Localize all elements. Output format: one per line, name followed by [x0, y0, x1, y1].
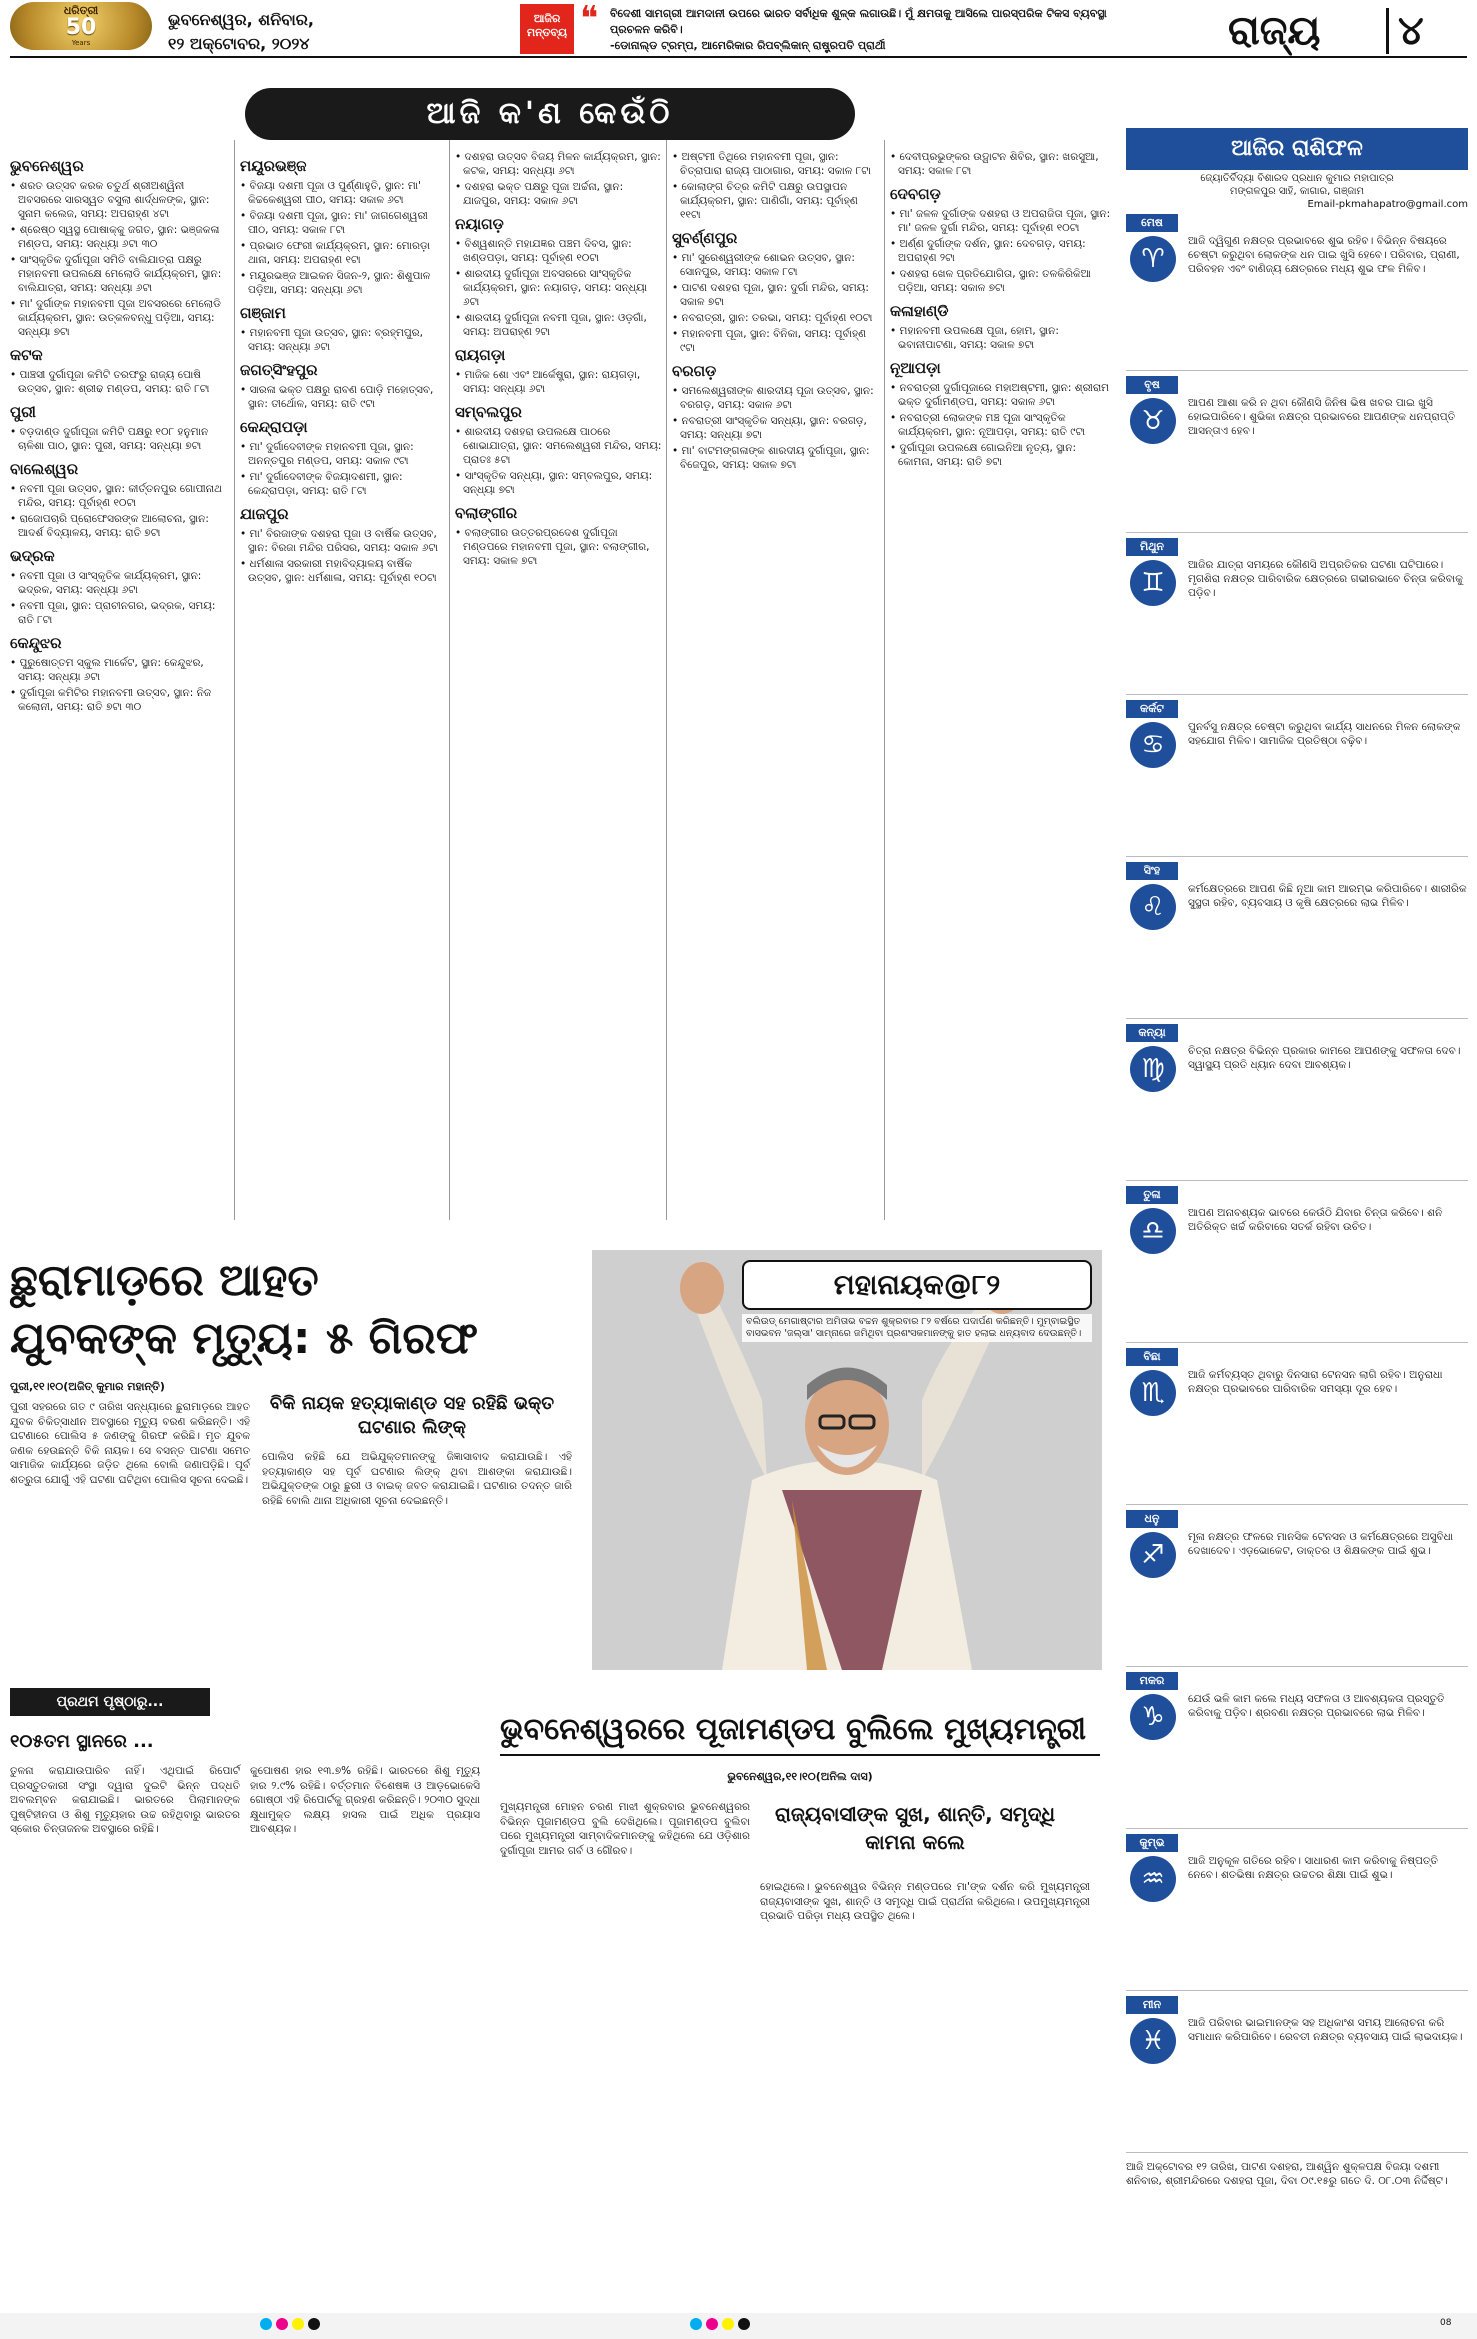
event-listing-item: • ଶାରଦୀୟ ଦଶହରା ଉପଲକ୍ଷେ ପାଠରେ ଶୋଭାଯାତ୍ରା, ସ୍ଥାନ: ସମଲେଶ୍ୱରୀ ମନ୍ଦିର, ସମୟ: ପ୍ରାତଃ ୫ଟା [455, 425, 662, 467]
sign-divider [1126, 1990, 1468, 1991]
sign-divider [1126, 694, 1468, 695]
libra-icon: ♎ [1130, 1208, 1176, 1254]
event-district-heading: ଦେବଗଡ଼ [890, 185, 941, 203]
event-listing-item: • ନବରାତ୍ରୀ, ସ୍ଥାନ: ତରଭା, ସମୟ: ପୂର୍ବାହ୍ଣ ୧୦ଟା [672, 311, 880, 325]
event-listing-item: • ଦଶହରା ଉତ୍ସବ ବିଜୟ ମିଳନ କାର୍ଯ୍ୟକ୍ରମ, ସ୍ଥାନ: କଟକ, ସମୟ: ସନ୍ଧ୍ୟା ୬ଟା [455, 150, 662, 178]
sign-label: କନ୍ୟା [1126, 1024, 1178, 1042]
event-listing-item: • ଦୁର୍ଗାପୂଜା ଉପଲକ୍ଷେ ଗୋଇନିଆ ନୃତ୍ୟ, ସ୍ଥାନ: କୋମନା, ସମୟ: ରାତି ୭ଟା [890, 441, 1112, 469]
event-district-heading: ଯାଜପୁର [240, 505, 289, 523]
sign-divider [1126, 1018, 1468, 1019]
registration-mark-magenta-2 [706, 2318, 718, 2330]
registration-mark-yellow-2 [722, 2318, 734, 2330]
photo-caption: ବଲିଉଡ୍ ମେଗାଷ୍ଟାର ଅମିତାଭ ବଚ୍ଚନ ଶୁକ୍ରବାର ୮୨ ବର୍ଷରେ ପଦାର୍ପଣ କରିଛନ୍ତି। ମୁମ୍ବାଇସ୍ଥିତ ବାସଭବନ 'ଜଲ୍ସା' ସାମ୍ନାରେ ଜମିଥିବା ପ୍ରଶଂସକମାନଙ୍କୁ ହାତ ହଲାଇ ଧନ୍ୟବାଦ ଦେଉଛନ୍ତି। [742, 1314, 1092, 1342]
column-rule [234, 140, 235, 1220]
event-listing-item: • ନବମୀ ପୂଜା, ସ୍ଥାନ: ପ୍ରାଚୀନଗର, ଭଦ୍ରକ, ସମୟ: ରାତି ୮ଟା [10, 599, 230, 627]
event-listing-item: • ବଲାଙ୍ଗୀର ଉତ୍ତରପ୍ରଦେଶ ଦୁର୍ଗାପୂଜା ମଣ୍ଡପରେ ମହାନବମୀ ପୂଜା, ସ୍ଥାନ: ବଲାଙ୍ଗୀର, ସମୟ: ସକାଳ ୭ଟା [455, 526, 662, 568]
event-listing-item: • ପାଟଣ ଦଶହରା ପୂଜା, ସ୍ଥାନ: ଦୁର୍ଗା ମନ୍ଦିର, ସମୟ: ସକାଳ ୭ଟା [672, 281, 880, 309]
event-listing-item: • ସାଂସ୍କୃତିକ ଦୁର୍ଗାପୂଜା ସମିତି ବାଲିଯାତ୍ରା ପକ୍ଷରୁ ମହାନବମୀ ଉପଲକ୍ଷେ ମେଲୋଡି କାର୍ଯ୍ୟକ୍ରମ, ସ୍ଥାନ: ବାଲିଯାତ୍ରା, ସମୟ: ସନ୍ଧ୍ୟା ୬ଟା [10, 253, 230, 295]
cm-story-col1: ମୁଖ୍ୟମନ୍ତ୍ରୀ ମୋହନ ଚରଣ ମାଝୀ ଶୁକ୍ରବାର ଭୁବନେଶ୍ୱରର ବିଭିନ୍ନ ପୂଜାମଣ୍ଡପ ବୁଲି ଦେଖିଥିଲେ। ପୂଜାମଣ୍ଡପ ବୁଲିବା ପରେ ମୁଖ୍ୟମନ୍ତ୍ରୀ ସାମ୍ବାଦିକମାନଙ୍କୁ କହିଥିଲେ ଯେ ଓଡ଼ିଶାର ଦୁର୍ଗାପୂଜା ଆମର ଗର୍ବ ଓ ଗୌରବ। [500, 1801, 750, 1857]
column-rule [449, 140, 450, 1220]
registration-mark-yellow [292, 2318, 304, 2330]
capricorn-icon: ♑ [1130, 1694, 1176, 1740]
event-district-heading: କେନ୍ଦୁଝର [10, 634, 62, 652]
event-listing-item: • ମା' ଜଳଳ ଦୁର୍ଗାଙ୍କ ଦଶହରା ଓ ଅପରାଜିତା ପୂଜା, ସ୍ଥାନ: ମା' ଜଳଳ ଦୁର୍ଗା ମନ୍ଦିର, ସମୟ: ପୂର୍ବାହ୍ଣ ୧୦ଟା [890, 207, 1112, 235]
event-listing-item: • ଶ୍ରେଷ୍ଠ ସ୍ୱସ୍ଥ ପୋଷାକ୍କୁ ଜଗତ, ସ୍ଥାନ: ଭଞ୍ଜକଳା ମଣ୍ଡପ, ସମୟ: ସନ୍ଧ୍ୟା ୬ଟା ୩୦ [10, 223, 230, 251]
sign-label: ବୃଷ [1126, 376, 1178, 394]
main-headline-line1: ଛୁରାମାଡ଼ରେ ଆହତ [10, 1255, 319, 1306]
event-district-heading: ପୁରୀ [10, 403, 36, 421]
event-listing-item: • ମା' ଦୁର୍ଗାଙ୍କ ମହାନବମୀ ପୂଜା ଅବସରରେ ମେଲୋଡି କାର୍ଯ୍ୟକ୍ରମ, ସ୍ଥାନ: ଉତ୍କଳବନ୍ଧୁ ପଡ଼ିଆ, ସମୟ: ସନ୍ଧ୍ୟା ୭ଟା [10, 297, 230, 339]
sign-divider [1126, 1342, 1468, 1343]
sign-label: ମିଥୁନ [1126, 538, 1178, 556]
sign-divider [1126, 1828, 1468, 1829]
sign-divider [1126, 532, 1468, 533]
astrologer-email: Email-pkmahapatro@gmail.com [1307, 199, 1468, 210]
pisces-icon: ♓ [1130, 2018, 1176, 2064]
dateline [168, 8, 448, 56]
events-banner: ଆଜି କ'ଣ କେଉଁଠି [245, 88, 855, 140]
registration-mark-magenta [276, 2318, 288, 2330]
sign-prediction: ଆଜିର ଯାତ୍ରା ସମୟରେ କୌଣସି ଅପ୍ରତିକର ଘଟଣା ଘଟିପାରେ। ମୃଗଶିରା ନକ୍ଷତ୍ର ପାରିବାରିକ କ୍ଷେତ୍ରରେ ଗଭୀରଭାବେ ଚିନ୍ତା କରିବାକୁ ପଡ଼ିବ। [1188, 559, 1463, 599]
almanac-note: ଆଜି ଅକ୍ଟୋବର ୧୨ ତାରିଖ, ପାଟଣ ଦଶହରା, ଆଶ୍ୱିନ ଶୁକ୍ଳପକ୍ଷ ବିଜୟା ଦଶମୀ ଶନିବାର, ଶ୍ରୀମନ୍ଦିରରେ ଦଶହରା ପୂଜା, ଦିବା ୦୯.୧୫ରୁ ଗତେ ଦି. ୦୮.୦୩ ନିର୍ଦ୍ଦିଷ୍ଟ। [1126, 2161, 1448, 2187]
event-listing-item: • ନବମୀ ପୂଜା ଉତ୍ସବ, ସ୍ଥାନ: କୀର୍ତ୍ତନପୁର ଗୋପୀନାଥ ମନ୍ଦିର, ସମୟ: ପୂର୍ବାହ୍ଣ ୧୦ଟା [10, 482, 230, 510]
photo-illustration [592, 1250, 1102, 1670]
event-listing-item: • ସାଂସ୍କୃତିକ ସନ୍ଧ୍ୟା, ସ୍ଥାନ: ସମ୍ବଲପୁର, ସମୟ: ସନ୍ଧ୍ୟା ୭ଟା [455, 469, 662, 497]
continued-label: ପ୍ରଥମ ପୃଷ୍ଠାରୁ... [10, 1688, 210, 1716]
photo-title: ମହାନାୟକ@୮୨ [742, 1260, 1092, 1310]
leo-icon: ♌ [1130, 884, 1176, 930]
sign-prediction: ଆଜି ଅନୁକୂଳ ଗତିରେ ରହିବ। ସାଧାରଣ କାମ କରିବାକୁ ନିଷ୍ପତ୍ତି ନେବେ। ଶତଭିଷା ନକ୍ଷତ୍ର ଉଚ୍ଚତର ଶିକ୍ଷା ପାଇଁ ଶୁଭ। [1188, 1855, 1438, 1881]
scorpio-icon: ♏ [1130, 1370, 1176, 1416]
continued-col2: କୁପୋଷଣ ହାର ୧୩.୭% ରହିଛି। ଭାରତରେ ଶିଶୁ ମୃତ୍ୟୁ ହାର ୨.୯% ରହିଛି। ବର୍ତ୍ତମାନ ବିଶେଷଜ୍ଞ ଓ ଆଡ଼ଭୋକେସି ଗୋଷ୍ଠୀ ଏହି ରିପୋର୍ଟକୁ ଗ୍ରହଣ କରିଛନ୍ତି। ୨୦୩୦ ସୁଦ୍ଧା କ୍ଷୁଧାମୁକ୍ତ ଲକ୍ଷ୍ୟ ହାସଲ ପାଇଁ ଅଧିକ ପ୍ରୟାସ ଆବଶ୍ୟକ। [250, 1765, 480, 1835]
horoscope-sign [1126, 376, 1468, 530]
sign-prediction: ଆଜି କର୍ମବ୍ୟସ୍ତ ଥିବାରୁ ଦିନସାରା ଟେନସନ ଲାଗି ରହିବ। ଅନୁରାଧା ନକ୍ଷତ୍ର ପ୍ରଭାବରେ ପାରିବାରିକ ସମସ୍ୟା ଦୂର ହେବ। [1188, 1369, 1443, 1395]
cm-byline: ଭୁବନେଶ୍ୱର,୧୧।୧୦(ଅନିଲ ଦାସ) [727, 1770, 873, 1783]
event-district-heading: କଳାହାଣ୍ଡି [890, 302, 949, 320]
event-listing-item: • ପୁରୁଷୋତ୍ତମ ସ୍କୁଲ ମାର୍କେଟ, ସ୍ଥାନ: କେନ୍ଦୁଝର, ସମୟ: ସନ୍ଧ୍ୟା ୬ଟା [10, 656, 230, 684]
cm-headline: ଭୁବନେଶ୍ୱରରେ ପୂଜାମଣ୍ଡପ ବୁଲିଲେ ମୁଖ୍ୟମନ୍ତ୍ରୀ [500, 1710, 1100, 1756]
sagittarius-icon: ♐ [1130, 1532, 1176, 1578]
gemini-icon: ♊ [1130, 560, 1176, 606]
sign-prediction: ମୂଳା ନକ୍ଷତ୍ର ଫଳରେ ମାନସିକ ଟେନସନ ଓ କର୍ମକ୍ଷେତ୍ରରେ ଅସୁବିଧା ଦେଖାଦେବ। ଏଡ଼ଭୋକେଟ, ଡାକ୍ତର ଓ ଶିକ୍ଷକଙ୍କ ପାଇଁ ଶୁଭ। [1188, 1531, 1454, 1557]
horoscope-sign [1126, 1186, 1468, 1340]
section-title: ରାଜ୍ୟ [1228, 8, 1321, 54]
main-byline: ପୁରୀ,୧୧।୧୦(ଅଜିତ୍ କୁମାର ମହାନ୍ତି) [10, 1380, 165, 1393]
footer-page-code: 08 [1440, 2318, 1452, 2328]
registration-mark-cyan [260, 2318, 272, 2330]
event-listing-item: • ପାଞ୍ଚସୀ ଦୁର୍ଗାପୂଜା କମିଟି ତରଫରୁ ରାଜ୍ୟ ପୋଷି ଉତ୍ସବ, ସ୍ଥାନ: ଶ୍ରୀଢ ମଣ୍ଡପ, ସମୟ: ରାତି ୮ଟା [10, 368, 230, 396]
sign-label: ମେଷ [1126, 214, 1178, 232]
quote-author: -ଡୋନାଲ୍ଡ ଟ୍ରମ୍ପ, ଆମେରିକାର ରିପବ୍ଲିକାନ୍ ରାଷ୍ଟ୍ରପତି ପ୍ରାର୍ଥୀ [610, 39, 886, 52]
registration-mark-black [308, 2318, 320, 2330]
sign-label: ଧନୁ [1126, 1510, 1178, 1528]
event-listing-item: • ଶରତ ଉତ୍ସବ କରକ ଚତୁର୍ଥ ଶ୍ରୀଅଶ୍ୱିନୀ ଅବସରରେ ସାରସ୍ୱତ ବସୁଲା ଶାର୍ଦ୍ଧଳଙ୍କ, ସ୍ଥାନ: ସୁନାମ କଲେଜ, ସମୟ: ଅପରାହ୍ଣ ୪ଟା [10, 179, 230, 221]
event-listing-item: • ସମଲେଶ୍ୱରୀଙ୍କ ଶାରଦୀୟ ପୂଜା ଉତ୍ସବ, ସ୍ଥାନ: ବରଗଡ଼, ସମୟ: ସକାଳ ୬ଟା [672, 384, 880, 412]
event-district-heading: ବଲାଙ୍ଗୀର [455, 504, 518, 522]
event-listing-item: • ଦୁର୍ଗାପୂଜା କମିଟିର ମହାନବମୀ ଉତ୍ସବ, ସ୍ଥାନ: ନିଜ କଲୋନୀ, ସମୟ: ରାତି ୭ଟା ୩୦ [10, 686, 230, 714]
virgo-icon: ♍ [1130, 1046, 1176, 1092]
cancer-icon: ♋ [1130, 722, 1176, 768]
sign-prediction: ଆପଣ ଅନାବଶ୍ୟକ ଭାବରେ କେଉଁଠି ଯିବାର ଚିନ୍ତା କରିବେ। ଶନି ଅତିରିକ୍ତ ଖର୍ଚ୍ଚ କରିବାରେ ସତର୍କ ରହିବା ଉଚିତ। [1188, 1207, 1443, 1233]
sign-prediction: କର୍ମକ୍ଷେତ୍ରରେ ଆପଣ କିଛି ନୂଆ କାମ ଆରମ୍ଭ କରିପାରିବେ। ଶାରୀରିକ ସୁସ୍ଥତା ରହିବ, ବ୍ୟବସାୟ ଓ କୃଷି କ୍ଷେତ୍ରରେ ଲାଭ ମିଳିବ। [1188, 883, 1467, 909]
events-column [890, 150, 1112, 471]
horoscope-sign [1126, 1996, 1468, 2150]
sign-divider [1126, 1504, 1468, 1505]
event-listing-item: • ନବରାତ୍ରୀ ସାଂସ୍କୃତିକ ସନ୍ଧ୍ୟା, ସ୍ଥାନ: ବରଗଡ଼, ସମୟ: ସନ୍ଧ୍ୟା ୭ଟା [672, 414, 880, 442]
event-listing-item: • ମହାନବମୀ ପୂଜା ଉତ୍ସବ, ସ୍ଥାନ: ବ୍ରହ୍ମପୁର, ସମୟ: ସନ୍ଧ୍ୟା ୬ଟା [240, 326, 445, 354]
sign-prediction: ଆପଣ ଆଶା କରି ନ ଥିବା କୌଣସି ଜିନିଷ ଭିଷ ଖବର ପାଇ ଖୁସି ହୋଇପାରିବେ। ଶୁଭିକା ନକ୍ଷତ୍ର ପ୍ରଭାବରେ ଆପଣଙ୍କ ଧନପ୍ରାପ୍ତି ଆସନ୍ତାଏ ହେବ। [1188, 397, 1456, 437]
sign-label: ବିଛା [1126, 1348, 1178, 1366]
todays-comment-badge: ଆଜିର ମନ୍ତବ୍ୟ [520, 4, 574, 54]
aries-icon: ♈ [1130, 236, 1176, 282]
event-listing-item: • ମା' ଦୁର୍ଗାଦେବୀଙ୍କ ମହାନବମୀ ପୂଜା, ସ୍ଥାନ: ଅନନ୍ତପୁର ମଣ୍ଡପ, ସମୟ: ସକାଳ ୯ଟା [240, 440, 445, 468]
event-listing-item: • ଦଶହରା ଖେଳ ପ୍ରତିଯୋଗିତା, ସ୍ଥାନ: ତଳକିରିକିଆ ପଡ଼ିଆ, ସମୟ: ସକାଳ ୭ଟା [890, 267, 1112, 295]
taurus-icon: ♉ [1130, 398, 1176, 444]
astrologer-name: ଜ୍ୟୋତିର୍ବିଦ୍ୟା ବିଶାରଦ ପ୍ରଧାନ କୁମାର ମହାପାତ୍ର [1200, 173, 1394, 184]
sign-label: ସିଂହ [1126, 862, 1178, 880]
main-headline [10, 1252, 580, 1368]
event-listing-item: • ବିଶ୍ୱଶାନ୍ତି ମହାଯଜ୍ଞର ପଞ୍ଚମ ଦିବସ, ସ୍ଥାନ: ଖଣ୍ଡପଡ଼ା, ସମୟ: ପୂର୍ବାହ୍ଣ ୧୦ଟା [455, 237, 662, 265]
event-listing-item: • ମା' ଦୁର୍ଗାଦେବୀଙ୍କ ବିଜୟାଦଶମୀ, ସ୍ଥାନ: କେନ୍ଦ୍ରାପଡ଼ା, ସମୟ: ରାତି ୮ଟା [240, 470, 445, 498]
sign-label: କୁମ୍ଭ [1126, 1834, 1178, 1852]
event-listing-item: • ସାରଳା ଭକ୍ତ ପକ୍ଷରୁ ରାବଣ ପୋଡ଼ି ମହୋତ୍ସବ, ସ୍ଥାନ: ତୀର୍ଥୋଳ, ସମୟ: ରାତି ୯ଟା [240, 383, 445, 411]
event-district-heading: କେନ୍ଦ୍ରାପଡ଼ା [240, 418, 308, 436]
event-listing-item: • ମା' ବାଟମଙ୍ଗଳାଙ୍କ ଶାରଦୀୟ ଦୁର୍ଗାପୂଜା, ସ୍ଥାନ: ବିଜେପୁର, ସମୟ: ସକାଳ ୭ଟା [672, 444, 880, 472]
logo-years-label: Years [71, 39, 91, 47]
horoscope-sign [1126, 1834, 1468, 1988]
news-photo [592, 1250, 1102, 1670]
events-column [240, 150, 445, 587]
sign-prediction: ଯେଉଁ ଭଳି କାମ କଲେ ମଧ୍ୟ ସଫଳତା ଓ ଆବଶ୍ୟକତା ପ୍ରସ୍ତୁତି କରିବାକୁ ପଡ଼ିବ। ଶ୍ରବଣା ନକ୍ଷତ୍ର ପ୍ରଭାବରେ ଲାଭ ମିଳିବ। [1188, 1693, 1445, 1719]
event-listing-item: • ଦଶହରା ଭକ୍ତ ପକ୍ଷରୁ ପୂଜା ଅର୍ଚ୍ଚନା, ସ୍ଥାନ: ଯାଜପୁର, ସମୟ: ସକାଳ ୬ଟା [455, 180, 662, 208]
event-listing-item: • ମାଜିକ ଶୋ ଏବଂ ଆର୍କେଷ୍ଟ୍ରା, ସ୍ଥାନ: ରାୟଗଡ଼ା, ସମୟ: ସନ୍ଧ୍ୟା ୬ଟା [455, 368, 662, 396]
sign-prediction: ପୁନର୍ବସୁ ନକ୍ଷତ୍ର ଚେଷ୍ଟା କରୁଥିବା କାର୍ଯ୍ୟ ସାଧନରେ ମିଳନ ଲୋକଙ୍କ ସହଯୋଗ ମିଳିବ। ସାମାଜିକ ପ୍ରତିଷ୍ଠା ବଢ଼ିବ। [1188, 721, 1461, 747]
main-headline-line2: ଯୁବକଙ୍କ ମୃତ୍ୟୁ: ୫ ଗିରଫ [10, 1313, 478, 1364]
sign-label: ମୀନ [1126, 1996, 1178, 2014]
sign-divider [1126, 2152, 1468, 2153]
event-listing-item: • ରାଜୋପଚାରି ପ୍ରୋଫେସରଙ୍କ ଆଲୋଚନା, ସ୍ଥାନ: ଆଦର୍ଶ ବିଦ୍ୟାଳୟ, ସମୟ: ରାତି ୭ଟା [10, 512, 230, 540]
event-district-heading: କଟକ [10, 346, 43, 364]
event-district-heading: ମୟୂରଭଞ୍ଜ [240, 157, 307, 175]
horoscope-sign [1126, 1672, 1468, 1826]
event-listing-item: • ନବରାତ୍ରୀ ଲୋକଙ୍କ ମଞ୍ଚ ପୂଜା ସାଂସ୍କୃତିକ କାର୍ଯ୍ୟକ୍ରମ, ସ୍ଥାନ: ନୂଆପଡ଼ା, ସମୟ: ରାତି ୯ଟା [890, 411, 1112, 439]
cm-subheadline: ରାଜ୍ୟବାସୀଙ୍କ ସୁଖ, ଶାନ୍ତି, ସମୃଦ୍ଧି କାମନା କଲେ [774, 1802, 1056, 1854]
sign-label: ତୁଳା [1126, 1186, 1178, 1204]
event-listing-item: • ଅଷ୍ଟମୀ ତିଥିରେ ମହାନବମୀ ପୂଜା, ସ୍ଥାନ: ଚିତ୍ରାପାରା ରାଜ୍ୟ ପାଠାଗାର, ସମୟ: ସକାଳ ୮ଟା [672, 150, 880, 178]
sign-prediction: ଚିତ୍ରା ନକ୍ଷତ୍ର ବିଭିନ୍ନ ପ୍ରକାର କାମରେ ଆପଣଙ୍କୁ ସଫଳତା ଦେବ। ସ୍ୱାସ୍ଥ୍ୟ ପ୍ରତି ଧ୍ୟାନ ଦେବା ଆବଶ୍ୟକ। [1188, 1045, 1461, 1071]
sign-label: କର୍କଟ [1126, 700, 1178, 718]
main-subheadline: ବିକି ନାୟକ ହତ୍ୟାକାଣ୍ଡ ସହ ରହିଛି ଭକ୍ତ ଘଟଣାର ଲିଙ୍କ୍ [269, 1393, 555, 1438]
sign-label: ମକର [1126, 1672, 1178, 1690]
event-district-heading: ବରଗଡ଼ [672, 362, 717, 380]
astrologer-credit [1126, 172, 1468, 211]
event-listing-item: • ବଡ଼ଦାଣ୍ଡ ଦୁର୍ଗାପୂଜା କମିଟି ପକ୍ଷରୁ ୧୦୮ ହନୁମାନ ଚାଳିଶା ପାଠ, ସ୍ଥାନ: ପୁରୀ, ସମୟ: ସନ୍ଧ୍ୟା ୭ଟା [10, 425, 230, 453]
events-column [672, 150, 880, 474]
main-story-col1: ପୁରୀ ସହରରେ ଗତ ୯ ତାରିଖ ସନ୍ଧ୍ୟାରେ ଛୁରାମାଡ଼ରେ ଆହତ ଯୁବକ ଚିକିତ୍ସାଧୀନ ଅବସ୍ଥାରେ ମୃତ୍ୟୁ ବରଣ କରିଛନ୍ତି। ଏହି ଘଟଣାରେ ପୋଲିସ ୫ ଜଣଙ୍କୁ ଗିରଫ କରିଛି। ମୃତ ଯୁବକ ଜଣକ ହେଉଛନ୍ତି ବିକି ନାୟକ। ସେ ବସନ୍ତ ପାଟଣା ସମେତ ସାମାଜିକ କାର୍ଯ୍ୟରେ ଜଡ଼ିତ ଥିଲେ ବୋଲି ଜଣାପଡ଼ିଛି। ପୂର୍ବ ଶତ୍ରୁତା ଯୋଗୁଁ ଏହି ଘଟଣା ଘଟିଥିବା ପୋଲିସ ସୂଚନା ଦେଇଛି। [10, 1401, 250, 1486]
dateline-place: ଭୁବନେଶ୍ୱର, ଶନିବାର, [168, 10, 314, 29]
sign-divider [1126, 1666, 1468, 1667]
logo-name: ଧରିତ୍ରୀ [63, 4, 99, 17]
header-rule [10, 56, 1467, 58]
event-district-heading: ସୁବର୍ଣ୍ଣପୁର [672, 229, 738, 247]
logo-years-number: 50 [65, 15, 97, 40]
event-district-heading: ଜଗତ୍ସିଂହପୁର [240, 361, 318, 379]
events-column [455, 150, 662, 570]
quote-icon: ❝ [580, 0, 599, 39]
event-listing-item: • ଧର୍ମଶାଳା ସରକାରୀ ମହାବିଦ୍ୟାଳୟ ବାର୍ଷିକ ଉତ୍ସବ, ସ୍ଥାନ: ଧର୍ମଶାଳା, ସମୟ: ପୂର୍ବାହ୍ଣ ୧୦ଟା [240, 557, 445, 585]
sign-prediction: ଆଜି ପରିବାର ଭାଇମାନଙ୍କ ସହ ଅଧିକାଂଶ ସମୟ ଆଲୋଚନା କରି ସମାଧାନ କରିପାରିବେ। ରେବତୀ ନକ୍ଷତ୍ର ବ୍ୟବସାୟ ପାଇଁ ଲାଭଦାୟକ। [1188, 2017, 1463, 2043]
horoscope-sign [1126, 1024, 1468, 1178]
event-district-heading: ଗଞ୍ଜାମ [240, 304, 286, 322]
sign-prediction: ଆଜି ଦ୍ୱିଗୁଣ ନକ୍ଷତ୍ର ପ୍ରଭାବରେ ଶୁଭ ରହିବ। ବିଭିନ୍ନ ବିଷୟରେ ଚେଷ୍ଟା କରୁଥିବା ଲୋକଙ୍କ ଧନ ପାଇ ଖୁସି ହେବେ। ପରିବାର, ପ୍ରାଣୀ, ପରିବହନ ଏବଂ ବାଣିଜ୍ୟ କ୍ଷେତ୍ରରେ ମଧ୍ୟ ଶୁଭ ଫଳ ମିଳିବ। [1188, 235, 1460, 275]
horoscope-sign [1126, 700, 1468, 854]
horoscope-sign [1126, 1348, 1468, 1502]
events-column [10, 150, 230, 716]
registration-mark-black-2 [738, 2318, 750, 2330]
event-district-heading: ଭଦ୍ରକ [10, 547, 55, 565]
newspaper-logo [10, 2, 152, 50]
event-district-heading: ନୟାଗଡ଼ [455, 215, 504, 233]
horoscope-sign [1126, 214, 1468, 368]
column-rule [666, 140, 667, 1220]
event-district-heading: ବାଲେଶ୍ୱର [10, 460, 79, 478]
section-divider [1386, 8, 1389, 54]
event-listing-item: • ବିଜୟା ଦଶମୀ ପୂଜା ଓ ପୁର୍ଣ୍ଣାହୁତି, ସ୍ଥାନ: ମା' କିଚ୍ଚକେଶ୍ୱରୀ ପୀଠ, ସମୟ: ସକାଳ ୬ଟା [240, 179, 445, 207]
event-district-heading: ନୂଆପଡ଼ା [890, 359, 941, 377]
event-listing-item: • ମୟୂରଭଞ୍ଜ ଆଇକନ ସିଜନ-୨, ସ୍ଥାନ: ଶିଶୁପାଳ ପଡ଼ିଆ, ସମୟ: ସନ୍ଧ୍ୟା ୬ଟା [240, 269, 445, 297]
event-listing-item: • ଅର୍ଣ୍ଣ ଦୁର୍ଗାଙ୍କ ଦର୍ଶନ, ସ୍ଥାନ: ଦେବଗଡ଼, ସମୟ: ଅପରାହ୍ଣ ୨ଟା [890, 237, 1112, 265]
astrologer-address: ମଙ୍ଗଳପୁର ସାହି, କାଗାର, ଗଞ୍ଜାମ [1229, 186, 1365, 197]
dateline-date: ୧୨ ଅକ୍ଟୋବର, ୨୦୨୪ [168, 34, 310, 53]
sign-divider [1126, 856, 1468, 857]
event-listing-item: • ଦେବୀପ୍ରଭୁଙ୍କର ଉଦ୍ଘାଟନ ଶିବିର, ସ୍ଥାନ: ଖରସୁଆ, ସମୟ: ସକାଳ ୮ଟା [890, 150, 1112, 178]
event-listing-item: • ନବମୀ ପୂଜା ଓ ସାଂସ୍କୃତିକ କାର୍ଯ୍ୟକ୍ରମ, ସ୍ଥାନ: ଭଦ୍ରକ, ସମୟ: ସନ୍ଧ୍ୟା ୬ଟା [10, 569, 230, 597]
continued-col1: ତୁଳନା କରାଯାଉପାରିବ ନାହିଁ। ଏଥିପାଇଁ ରିପୋର୍ଟ ପ୍ରସ୍ତୁତକାରୀ ସଂସ୍ଥା ଦ୍ୱାରା ଦୁଇଟି ଭିନ୍ନ ପଦ୍ଧତି ଅବଲମ୍ବନ କରାଯାଇଛି। ଭାରତରେ ପିଲାମାନଙ୍କ ପୁଷ୍ଟିହୀନତା ଓ ଶିଶୁ ମୃତ୍ୟୁହାର ଉଚ୍ଚ ରହିଥିବାରୁ ଭାରତର ସ୍କୋର ଚିନ୍ତାଜନକ ଅବସ୍ଥାରେ ରହିଛି। [10, 1765, 240, 1835]
horoscope-title: ଆଜିର ରାଶିଫଳ [1126, 128, 1468, 170]
main-story-col2: ପୋଲିସ କହିଛି ଯେ ଅଭିଯୁକ୍ତମାନଙ୍କୁ ଜିଜ୍ଞାସାବାଦ କରାଯାଉଛି। ଏହି ହତ୍ୟାକାଣ୍ଡ ସହ ପୂର୍ବ ଘଟଣାର ଲିଙ୍କ୍ ଥିବା ଆଶଙ୍କା କରାଯାଉଛି। ଅଭିଯୁକ୍ତଙ୍କ ଠାରୁ ଛୁରୀ ଓ ବାଇକ୍ ଜବତ କରାଯାଇଛି। ଘଟଣାର ତଦନ୍ତ ଜାରି ରହିଛି ବୋଲି ଥାନା ଅଧିକାରୀ ସୂଚନା ଦେଇଛନ୍ତି। [262, 1451, 572, 1507]
registration-mark-cyan-2 [690, 2318, 702, 2330]
event-district-heading: ରାୟଗଡ଼ା [455, 346, 506, 364]
event-listing-item: • ଶାରଦୀୟ ଦୁର୍ଗାପୂଜା ଅବସରରେ ସାଂସ୍କୃତିକ କାର୍ଯ୍ୟକ୍ରମ, ସ୍ଥାନ: ନୟାଗଡ଼, ସମୟ: ସନ୍ଧ୍ୟା ୬ଟା [455, 267, 662, 309]
sign-divider [1126, 370, 1468, 371]
quote-body: ବିଦେଶୀ ସାମଗ୍ରୀ ଆମଦାନୀ ଉପରେ ଭାରତ ସର୍ବାଧିକ ଶୁଳ୍କ ଲଗାଉଛି। ମୁଁ କ୍ଷମତାକୁ ଆସିଲେ ପାରସ୍ପରିକ ଟିକସ ବ୍ୟବସ୍ଥା ପ୍ରଚଳନ କରିବି। [610, 7, 1107, 36]
continued-headline: ୧୦୫ତମ ସ୍ଥାନରେ ... [10, 1731, 154, 1752]
sign-divider [1126, 1180, 1468, 1181]
event-listing-item: • ମହାନବମୀ ପୂଜା, ସ୍ଥାନ: ବିନିକା, ସମୟ: ପୂର୍ବାହ୍ଣ ୯ଟା [672, 327, 880, 355]
page-number: ୪ [1398, 8, 1424, 54]
event-district-heading: ଭୁବନେଶ୍ୱର [10, 157, 84, 175]
event-listing-item: • ମା' ସୁରେଶ୍ୱରୀଙ୍କ ଶୋଭନ ଉତ୍ସବ, ସ୍ଥାନ: ସୋନପୁର, ସମୟ: ସକାଳ ୮ଟା [672, 251, 880, 279]
event-listing-item: • ମା' ବିରଜାଙ୍କ ଦଶହରା ପୂଜା ଓ ବାର୍ଷିକ ଉତ୍ସବ, ସ୍ଥାନ: ବିରଜା ମନ୍ଦିର ପରିସର, ସମୟ: ସକାଳ ୬ଟା [240, 527, 445, 555]
horoscope-sign [1126, 538, 1468, 692]
cm-story-col2: ହୋଇଥିଲେ। ଭୁବନେଶ୍ୱର ବିଭିନ୍ନ ମଣ୍ଡପରେ ମା'ଙ୍କ ଦର୍ଶନ କରି ମୁଖ୍ୟମନ୍ତ୍ରୀ ରାଜ୍ୟବାସୀଙ୍କ ସୁଖ, ଶାନ୍ତି ଓ ସମୃଦ୍ଧି ପାଇଁ ପ୍ରାର୍ଥନା କରିଥିଲେ। ଉପମୁଖ୍ୟମନ୍ତ୍ରୀ ପ୍ରଭାତି ପରିଡ଼ା ମଧ୍ୟ ଉପସ୍ଥିତ ଥିଲେ। [760, 1881, 1090, 1922]
event-listing-item: • ବିଜୟା ଦଶମୀ ପୂଜା, ସ୍ଥାନ: ମା' ଜାଗଗେଶ୍ୱରୀ ପୀଠ, ସମୟ: ସକାଳ ୮ଟା [240, 209, 445, 237]
event-listing-item: • ମହାନବମୀ ଉପଲକ୍ଷେ ପୂଜା, ହୋମ, ସ୍ଥାନ: ଭବାନୀପାଟଣା, ସମୟ: ସକାଳ ୭ଟା [890, 324, 1112, 352]
quote-of-day [610, 6, 1130, 54]
horoscope-sign [1126, 862, 1468, 1016]
horoscope-sign [1126, 1510, 1468, 1664]
event-listing-item: • ନବରାତ୍ରୀ ଦୁର୍ଗାପୂଜାରେ ମହାଅଷ୍ଟମୀ, ସ୍ଥାନ: ଶ୍ରୀରାମ ଭକ୍ତ ଦୁର୍ଗାମଣ୍ଡପ, ସମୟ: ସକାଳ ୬ଟା [890, 381, 1112, 409]
event-listing-item: • ପ୍ରଭାତ ଫେରୀ କାର୍ଯ୍ୟକ୍ରମ, ସ୍ଥାନ: ମୋରଡ଼ା ଥାନା, ସମୟ: ଅପରାହ୍ଣ ୧ଟା [240, 239, 445, 267]
event-listing-item: • କୋଲାଙ୍ଗ ଚିତ୍ର କମିଟି ପକ୍ଷରୁ ଉପସ୍ଥାପନ କାର୍ଯ୍ୟକ୍ରମ, ସ୍ଥାନ: ପାଣିଗାଁ, ସମୟ: ପୂର୍ବାହ୍ଣ ୧୧ଟା [672, 180, 880, 222]
column-rule [884, 140, 885, 1220]
event-district-heading: ସମ୍ବଲପୁର [455, 403, 522, 421]
aquarius-icon: ♒ [1130, 1856, 1176, 1902]
event-listing-item: • ଶାରଦୀୟ ଦୁର୍ଗାପୂଜା ନବମୀ ପୂଜା, ସ୍ଥାନ: ଓଡ଼ଗାଁ, ସମୟ: ଅପରାହ୍ଣ ୨ଟା [455, 311, 662, 339]
